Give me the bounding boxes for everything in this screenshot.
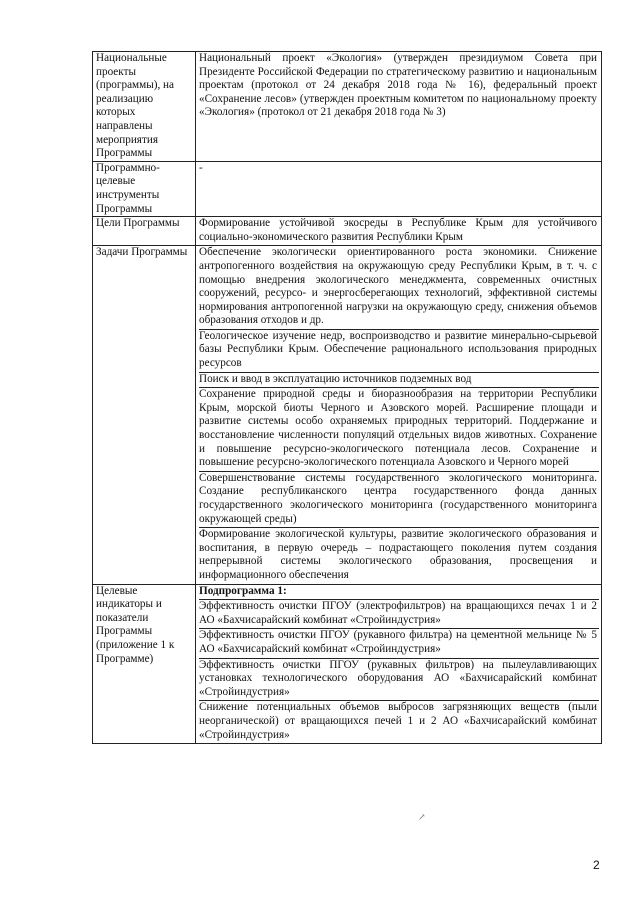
row-label: Цели Программы [93, 217, 196, 246]
value-paragraph: Эффективность очистки ПГОУ (рукавного фильтра) на цементной мельнице № 5 АО «Бахчисарайский комбинат «Стройиндустрия» [199, 629, 599, 658]
row-label: Целевые индикаторы и показатели Программы (приложение 1 к Программе) [93, 584, 196, 744]
scan-mark: ↗ [418, 812, 426, 822]
table-row [93, 52, 602, 162]
row-value [196, 52, 602, 162]
passport-table-body [93, 52, 602, 744]
value-paragraph: Национальный проект «Экология» (утвержден президиумом Совета при Президенте Российской Федерации по стратегическому развитию и национальным проектам (протокол от 24 декабря 2018 года № 16), федеральный проект «Сохранение лесов» (утвержден проектным комитетом по национальному проекту «Экология» (протокол от 21 декабря 2018 года № 3) [199, 52, 597, 119]
passport-table [92, 51, 602, 744]
value-paragraph: Геологическое изучение недр, воспроизводство и развитие минерально-сырьевой базы Республики Крым. Обеспечение рационального использования природных ресурсов [199, 330, 599, 373]
value-paragraph: Эффективность очистки ПГОУ (электрофильтров) на вращающихся печах 1 и 2 АО «Бахчисарайский комбинат «Стройиндустрия» [199, 600, 599, 629]
value-paragraph: Формирование устойчивой экосреды в Республике Крым для устойчивого социально-экономического развития Республики Крым [199, 217, 597, 243]
table-row [93, 246, 602, 584]
page-number: 2 [593, 858, 600, 872]
value-paragraph: Эффективность очистки ПГОУ (рукавных фильтров) на пылеулавливающих установках технологического оборудования АО «Бахчисарайский комбинат «Стройиндустрия» [199, 659, 599, 702]
value-paragraph: - [199, 161, 203, 174]
row-value [196, 246, 602, 584]
row-label: Программно-целевые инструменты Программы [93, 161, 196, 216]
row-value [196, 217, 602, 246]
value-paragraph: Поиск и ввод в эксплуатацию источников подземных вод [199, 373, 599, 389]
value-paragraph: Обеспечение экологически ориентированного роста экономики. Снижение антропогенного воздействия на окружающую среду Республики Крым, в т. ч. с помощью внедрения экологического менеджмента, современных очистных сооружений, ресурсо- и энергосберегающих технологий, эффективной системы нормирования антропогенной нагрузки на окружающую среду, снижения объемов образования отходов и др. [199, 246, 599, 330]
subprogram-heading: Подпрограмма 1: [199, 585, 599, 601]
row-label: Национальные проекты (программы), на реализацию которых направлены мероприятия Программы [93, 52, 196, 162]
value-paragraph: Совершенствование системы государственного экологического мониторинга. Создание республиканского центра государственного фонда данных государственного экологического мониторинга (государственного мониторинга окружающей среды) [199, 472, 599, 528]
row-label: Задачи Программы [93, 246, 196, 584]
table-row [93, 217, 602, 246]
row-value [196, 584, 602, 744]
value-paragraph: Снижение потенциальных объемов выбросов загрязняющих веществ (пыли неорганической) от вращающихся печей 1 и 2 АО «Бахчисарайский комбинат «Стройиндустрия» [199, 701, 597, 741]
table-row [93, 584, 602, 744]
value-paragraph: Сохранение природной среды и биоразнообразия на территории Республики Крым, морской биоты Черного и Азовского морей. Расширение площади и развитие системы особо охраняемых природных территорий. Поддержание и восстановление численности популяций отдельных видов животных. Сохранение и повышение ресурсно-экологического потенциала лесов. Сохранение и повышение ресурсно-экологического потенциала Азовского и Черного морей [199, 388, 599, 472]
row-value [196, 161, 602, 216]
table-row [93, 161, 602, 216]
value-paragraph: Формирование экологической культуры, развитие экологического образования и воспитания, в первую очередь – подрастающего поколения путем создания непрерывной системы экологического образования, просвещения и информационного обеспечения [199, 528, 597, 581]
